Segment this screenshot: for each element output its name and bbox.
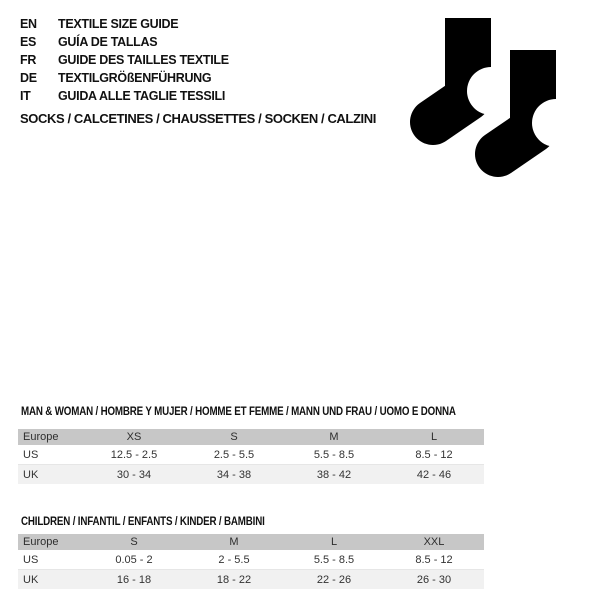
region-cell: US [23, 448, 39, 461]
table-row-us [18, 550, 484, 569]
table-row-us [18, 445, 484, 464]
language-row-es [20, 33, 229, 51]
size-cell: 8.5 - 12 [415, 448, 453, 461]
language-label: GUIDE DES TAILLES TEXTILE [58, 53, 229, 67]
header-cell-europe: Europe [23, 431, 59, 443]
header-cell-s: S [130, 536, 138, 548]
adult-size-table [18, 429, 484, 484]
sock-front [498, 50, 580, 154]
language-row-en [20, 15, 229, 33]
size-cell: 38 - 42 [316, 468, 352, 481]
category-title: SOCKS / CALCETINES / CHAUSSETTES / SOCKEN / CALZINI [20, 111, 376, 126]
size-cell: 22 - 26 [316, 573, 352, 586]
region-cell: US [23, 553, 39, 566]
language-code: FR [20, 53, 37, 67]
size-cell: 16 - 18 [116, 573, 152, 586]
language-code: ES [20, 35, 37, 49]
size-cell: 5.5 - 8.5 [313, 448, 355, 461]
header-cell-xxl: XXL [423, 536, 445, 548]
size-cell: 2 - 5.5 [218, 553, 250, 566]
size-cell: 30 - 34 [116, 468, 152, 481]
header-cell-m: M [229, 536, 239, 548]
header-cell-europe: Europe [23, 536, 59, 548]
size-cell: 8.5 - 12 [415, 553, 453, 566]
language-row-fr [20, 51, 229, 69]
language-list [20, 15, 229, 105]
size-cell: 0.05 - 2 [115, 553, 153, 566]
size-cell: 18 - 22 [216, 573, 252, 586]
children-table-header-row [18, 534, 484, 550]
size-tables [18, 404, 484, 594]
language-row-it [20, 87, 229, 105]
socks-icon [405, 10, 595, 195]
sock-back [433, 18, 515, 122]
size-cell: 42 - 46 [416, 468, 452, 481]
language-label: GUÍA DE TALLAS [58, 35, 158, 49]
region-cell: UK [23, 573, 39, 586]
table-row-uk [18, 569, 484, 589]
language-label: GUIDA ALLE TAGLIE TESSILI [58, 89, 226, 103]
children-size-table [18, 534, 484, 589]
header-cell-l: L [330, 536, 338, 548]
language-row-de [20, 69, 229, 87]
header-cell-m: M [329, 431, 339, 443]
header-cell-l: L [430, 431, 438, 443]
language-code: IT [20, 89, 31, 103]
size-cell: 2.5 - 5.5 [213, 448, 255, 461]
language-label: TEXTILE SIZE GUIDE [58, 17, 179, 31]
size-cell: 34 - 38 [216, 468, 252, 481]
size-cell: 26 - 30 [416, 573, 452, 586]
header-cell-xs: XS [126, 431, 142, 443]
adult-table-title: MAN & WOMAN / HOMBRE Y MUJER / HOMME ET FEMME / MANN UND FRAU / UOMO E DONNA [21, 406, 456, 418]
table-row-uk [18, 464, 484, 484]
adult-table-header-row [18, 429, 484, 445]
region-cell: UK [23, 468, 39, 481]
language-code: EN [20, 17, 37, 31]
children-table-title: CHILDREN / INFANTIL / ENFANTS / KINDER / BAMBINI [21, 516, 265, 528]
header-cell-s: S [230, 431, 238, 443]
language-code: DE [20, 71, 37, 85]
language-label: TEXTILGRÖßENFÜHRUNG [58, 71, 212, 85]
size-cell: 12.5 - 2.5 [110, 448, 158, 461]
size-cell: 5.5 - 8.5 [313, 553, 355, 566]
